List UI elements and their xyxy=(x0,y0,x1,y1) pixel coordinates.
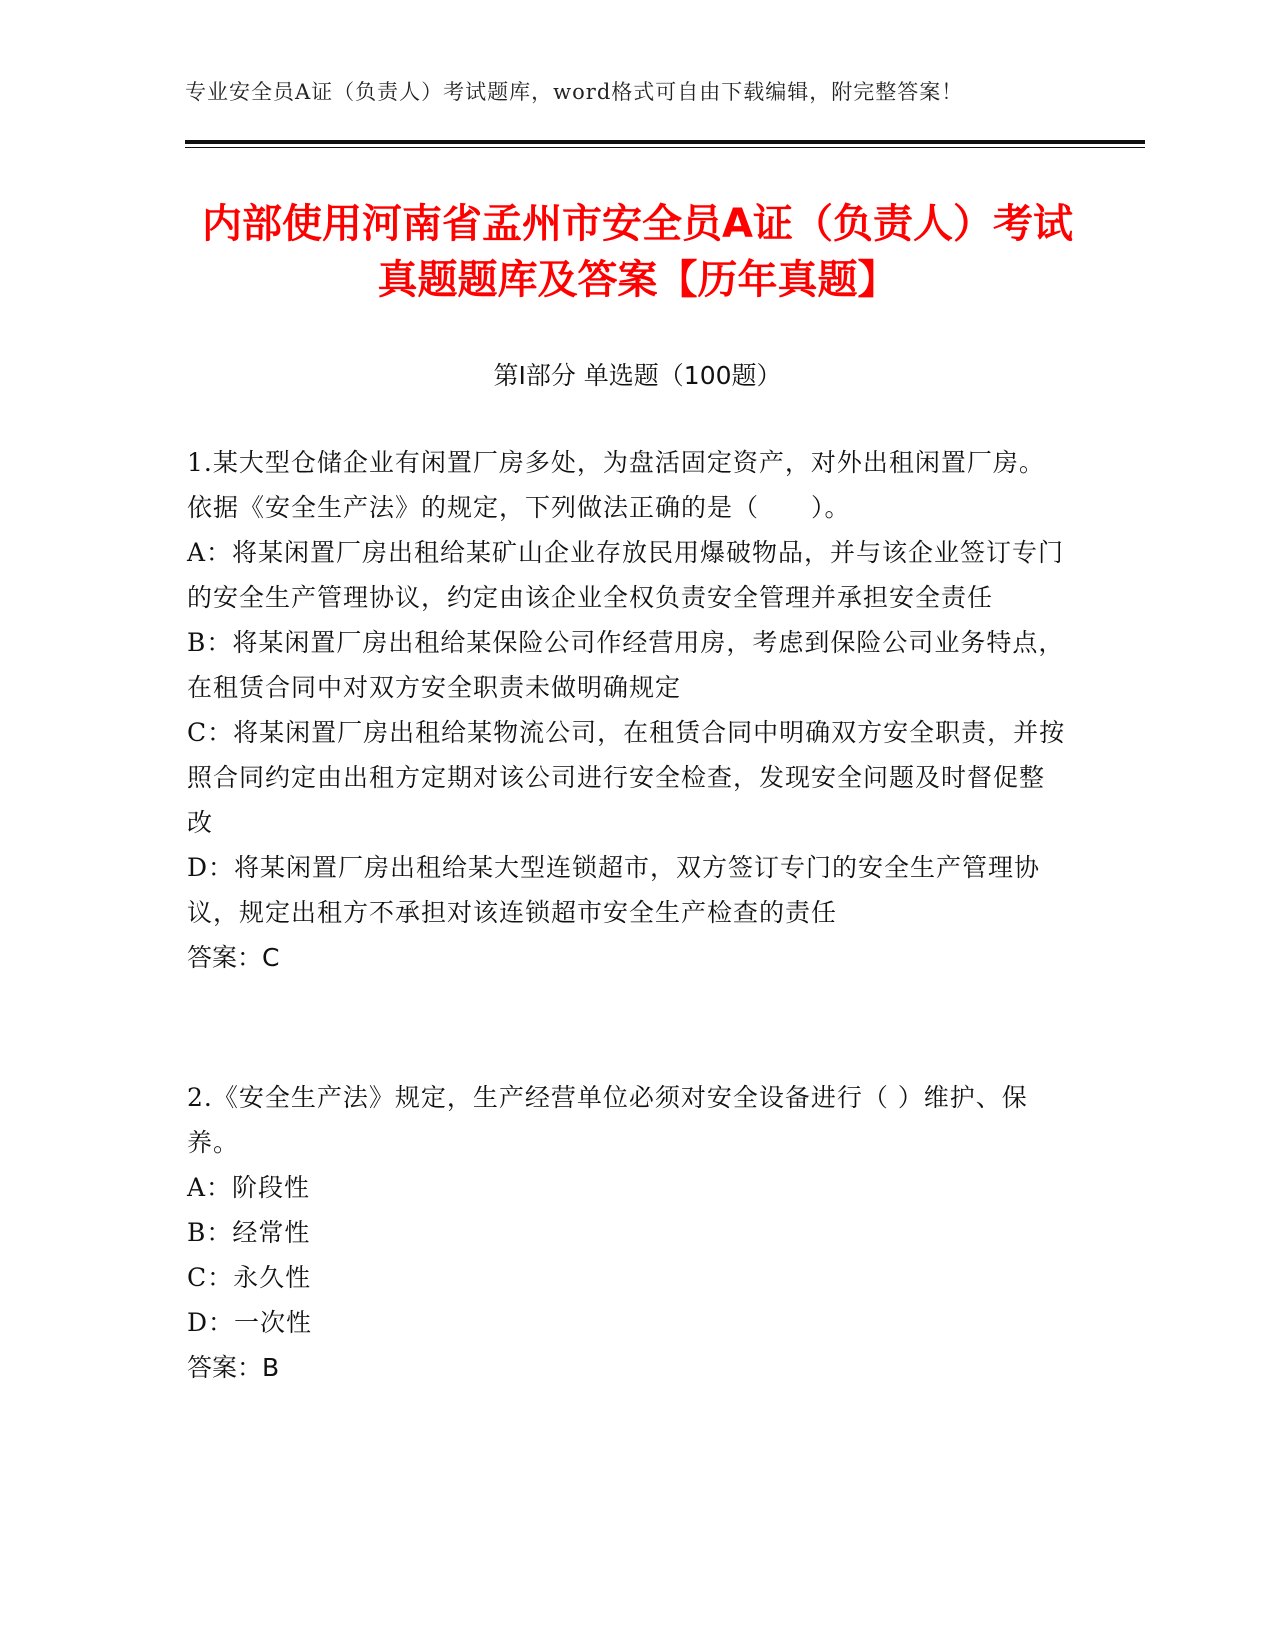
header-divider-thick xyxy=(185,140,1145,144)
option-d: D：将某闲置厂房出租给某大型连锁超市，双方签订专门的安全生产管理协议，规定出租方不承担对该连锁超市安全生产检查的责任 xyxy=(187,853,1041,927)
answer-text: 答案：B xyxy=(187,1353,280,1382)
question-2 xyxy=(187,1075,1067,1390)
question-1 xyxy=(187,440,1067,980)
header-note: 专业安全员A证（负责人）考试题库，word格式可自由下载编辑，附完整答案！ xyxy=(185,80,964,104)
option-a: A：将某闲置厂房出租给某矿山企业存放民用爆破物品，并与该企业签订专门的安全生产管理协议，约定由该企业全权负责安全管理并承担安全责任 xyxy=(187,538,1065,612)
option-c: C：将某闲置厂房出租给某物流公司，在租赁合同中明确双方安全职责，并按照合同约定由出租方定期对该公司进行安全检查，发现安全问题及时督促整改 xyxy=(187,718,1066,837)
option-b: B：将某闲置厂房出租给某保险公司作经营用房，考虑到保险公司业务特点，在租赁合同中对双方安全职责未做明确规定 xyxy=(187,628,1065,702)
option-b: B：经常性 xyxy=(187,1218,311,1247)
option-c: C：永久性 xyxy=(187,1263,312,1292)
answer-text: 答案：C xyxy=(187,943,280,972)
section-title: 第I部分 单选题（100题） xyxy=(493,361,782,390)
option-a: A：阶段性 xyxy=(187,1173,311,1202)
question-stem: 1.某大型仓储企业有闲置厂房多处，为盘活固定资产，对外出租闲置厂房。依据《安全生产法》的规定，下列做法正确的是（ ）。 xyxy=(187,448,1045,522)
document-title: 内部使用河南省孟州市安全员A证（负责人）考试真题题库及答案【历年真题】 xyxy=(202,201,1073,303)
option-d: D：一次性 xyxy=(187,1308,313,1337)
header-divider-thin xyxy=(185,147,1145,148)
question-stem: 2.《安全生产法》规定，生产经营单位必须对安全设备进行（ ）维护、保养。 xyxy=(187,1083,1028,1157)
